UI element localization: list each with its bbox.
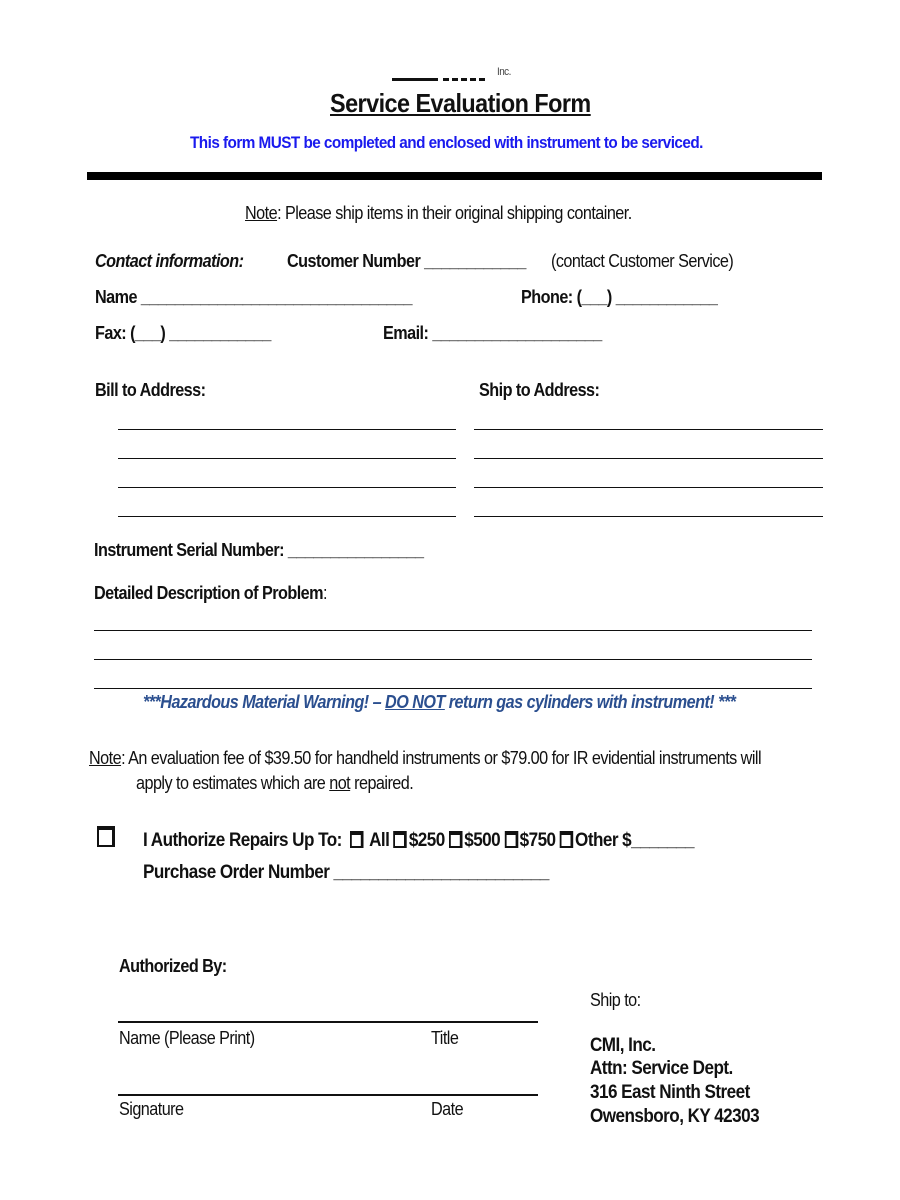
fee-note-line2 <box>136 773 413 794</box>
fee-note-pre: apply to estimates which are <box>136 773 330 793</box>
email-field[interactable]: Email: ____________________ <box>383 323 602 343</box>
authorize-checkbox[interactable] <box>97 826 115 847</box>
problem-line[interactable] <box>94 659 812 660</box>
name-print-label: Name (Please Print) <box>119 1028 255 1048</box>
bill-address-line[interactable] <box>118 487 456 488</box>
problem-label-text: Detailed Description of Problem <box>94 583 324 603</box>
serial-number-field[interactable]: Instrument Serial Number: ________________ <box>94 540 424 560</box>
note-shipping <box>245 203 632 224</box>
subtitle: This form MUST be completed and enclosed with instrument to be serviced. <box>190 133 703 152</box>
logo-line <box>392 78 438 81</box>
customer-number-field[interactable]: Customer Number ____________ <box>287 251 526 271</box>
fee-note-emph: not <box>329 773 351 793</box>
hazard-post: return gas cylinders with instrument! *** <box>444 692 736 712</box>
date-label: Date <box>431 1099 464 1119</box>
customer-hint: (contact Customer Service) <box>551 251 734 271</box>
fee-note <box>89 748 761 769</box>
ship-to-line: Owensboro, KY 42303 <box>590 1106 760 1127</box>
authorize-label: I Authorize Repairs Up To: <box>143 830 342 851</box>
hazard-warning <box>143 692 735 713</box>
page-title: Service Evaluation Form <box>330 88 591 118</box>
contact-heading: Contact information: <box>95 251 244 271</box>
note-label: Note <box>89 748 122 768</box>
problem-line[interactable] <box>94 688 812 689</box>
ship-address-line[interactable] <box>474 429 823 430</box>
problem-label: Detailed Description of Problem: <box>94 583 327 603</box>
fee-note-post: repaired. <box>350 773 414 793</box>
ship-address-line[interactable] <box>474 516 823 517</box>
option-750-label: $750 <box>519 830 556 851</box>
bill-address-line[interactable] <box>118 516 456 517</box>
ship-address-line[interactable] <box>474 487 823 488</box>
bill-address-line[interactable] <box>118 458 456 459</box>
bill-address-label: Bill to Address: <box>95 380 206 400</box>
option-500-checkbox[interactable] <box>449 831 463 848</box>
ship-address-line[interactable] <box>474 458 823 459</box>
note-text: : Please ship items in their original shipping container. <box>277 203 632 223</box>
fee-note-line1: : An evaluation fee of $39.50 for handheld instruments or $79.00 for IR evidential instruments will <box>121 748 762 768</box>
fax-field[interactable]: Fax: (___) ____________ <box>95 323 271 343</box>
signature-date-line[interactable] <box>118 1094 538 1096</box>
ship-to-label: Ship to: <box>590 990 641 1010</box>
bill-address-line[interactable] <box>118 429 456 430</box>
option-all-label: All <box>369 830 390 851</box>
option-250-checkbox[interactable] <box>394 831 408 848</box>
name-title-line[interactable] <box>118 1021 538 1023</box>
note-label: Note <box>245 203 278 223</box>
problem-line[interactable] <box>94 630 812 631</box>
signature-label: Signature <box>119 1099 184 1119</box>
logo-line <box>443 78 485 81</box>
hazard-pre: ***Hazardous Material Warning! – <box>143 692 386 712</box>
ship-to-line: CMI, Inc. <box>590 1035 656 1056</box>
ship-address-label: Ship to Address: <box>479 380 600 400</box>
option-all-checkbox[interactable] <box>350 831 364 848</box>
ship-to-line: Attn: Service Dept. <box>590 1058 733 1079</box>
title-label: Title <box>431 1028 459 1048</box>
option-750-checkbox[interactable] <box>504 831 518 848</box>
hazard-emph: DO NOT <box>385 692 445 712</box>
phone-field[interactable]: Phone: (___) ____________ <box>521 287 718 307</box>
logo-suffix: Inc. <box>497 66 511 78</box>
option-other-label[interactable]: Other $_______ <box>575 830 694 851</box>
ship-to-line: 316 East Ninth Street <box>590 1082 750 1103</box>
name-field[interactable]: Name ________________________________ <box>95 287 412 307</box>
authorized-by-label: Authorized By: <box>119 956 227 976</box>
authorize-row <box>143 830 694 852</box>
option-250-label: $250 <box>408 830 445 851</box>
po-number-field[interactable]: Purchase Order Number ________________________ <box>143 862 549 883</box>
option-other-checkbox[interactable] <box>560 831 574 848</box>
option-500-label: $500 <box>464 830 501 851</box>
divider <box>87 172 822 180</box>
